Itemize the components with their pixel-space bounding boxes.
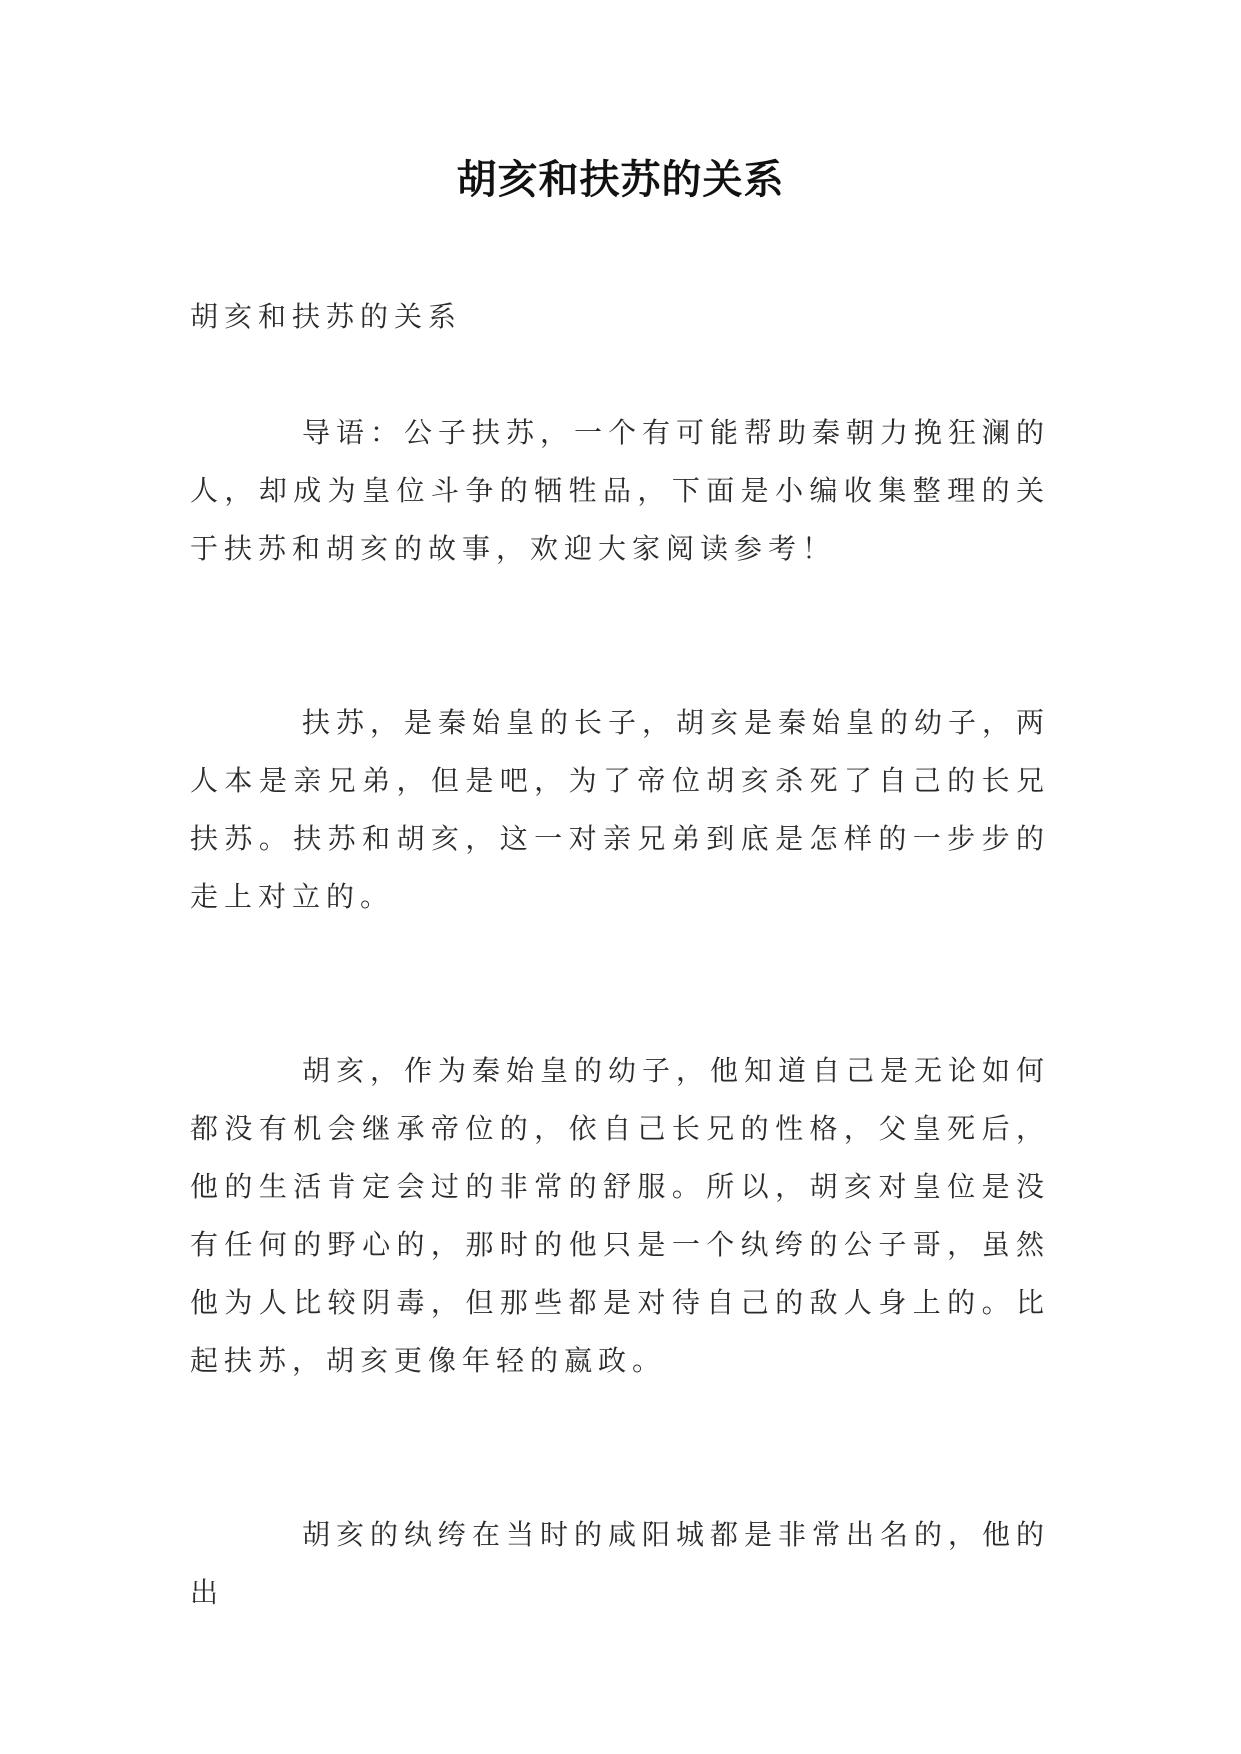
paragraph-fusu: 扶苏，是秦始皇的长子，胡亥是秦始皇的幼子，两人本是亲兄弟，但是吧，为了帝位胡亥杀死了自己的长兄扶苏。扶苏和胡亥，这一对亲兄弟到底是怎样的一步步的走上对立的。 [190,706,1051,913]
paragraph-intro: 导语：公子扶苏，一个有可能帮助秦朝力挽狂澜的人，却成为皇位斗争的牺牲品，下面是小编收集整理的关于扶苏和胡亥的故事，欢迎大家阅读参考！ [190,416,1051,565]
document-body [190,288,1050,1622]
subtitle-line: 胡亥和扶苏的关系 [190,300,463,333]
paragraph-huhai: 胡亥，作为秦始皇的幼子，他知道自己是无论如何都没有机会继承帝位的，依自己长兄的性格，父皇死后，他的生活肯定会过的非常的舒服。所以，胡亥对皇位是没有任何的野心的，那时的他只是一个纨绔的公子哥，虽然他为人比较阴毒，但那些都是对待自己的敌人身上的。比起扶苏，胡亥更像年轻的嬴政。 [190,1054,1051,1377]
page-title: 胡亥和扶苏的关系 [456,157,785,203]
paragraph-continued: 胡亥的纨绔在当时的咸阳城都是非常出名的，他的出 [190,1518,1051,1609]
